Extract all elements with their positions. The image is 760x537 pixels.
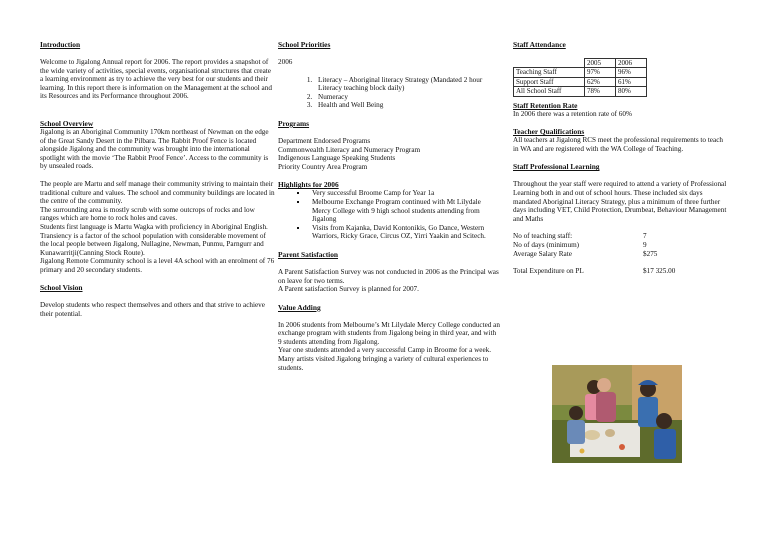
value-adding-paragraph-1: In 2006 students from Melbourne’s Mt Lilydale Mercy College conducted an exchange program with students from Jigalong being in third year, and with 9 students attending from Jigalong. <box>278 320 500 346</box>
teacher-qualifications-text: All teachers at Jigalong RCS meet the professional requirements to teach in WA and are registered with the WA College of Teaching. <box>513 136 723 153</box>
program-item: Priority Country Area Program <box>278 162 368 171</box>
stat-row <box>513 250 728 259</box>
program-item: Commonwealth Literacy and Numeracy Program <box>278 145 421 154</box>
program-item: Indigenous Language Speaking Students <box>278 154 396 163</box>
overview-paragraph-4: Students first language is Martu Wagka with proficiency in Aboriginal English. <box>40 222 268 231</box>
priority-item: 2. Numeracy <box>314 93 500 102</box>
staff-retention-heading: Staff Retention Rate <box>513 100 578 110</box>
highlights-list <box>278 189 500 241</box>
satisfaction-paragraph-1: A Parent Satisfaction Survey was not conducted in 2006 as the Principal was on leave for two terms. <box>278 267 499 285</box>
value-adding-paragraph-3: Many artists visited Jigalong bringing a variety of cultural experiences to students. <box>278 355 489 372</box>
table-cell: 78% <box>585 87 616 96</box>
stat-label: No of days (minimum) <box>513 240 580 249</box>
column-2 <box>278 40 500 372</box>
row-label: Teaching Staff <box>514 68 585 77</box>
highlights-heading: Highlights for 2006 <box>278 180 339 190</box>
table-cell: 61% <box>616 77 647 86</box>
table-cell: 97% <box>585 68 616 77</box>
overview-paragraph-2: The people are Martu and self manage their community striving to maintain their traditional culture and values. The school and community buildings are located in the centre of the community. <box>40 179 275 206</box>
table-cell: 80% <box>616 87 647 96</box>
satisfaction-paragraph-2: A Parent satisfaction Survey is planned for 2007. <box>278 285 419 294</box>
school-overview-heading: School Overview <box>40 118 94 128</box>
stat-value: $275 <box>643 249 658 258</box>
stat-label: No of teaching staff: <box>513 232 573 241</box>
highlight-item: ▪ Very successful Broome Camp for Year 1a <box>308 189 500 198</box>
introduction-text: Welcome to Jigalong Annual report for 2006. The report provides a snapshot of the wide variety of activities, special events, organisational structures that create a learning environment as try to achieve the very best for our students and their learning. In this report there is information on the Management at the school and its Resources and its Performance throughout 2006. <box>40 58 272 101</box>
stat-row <box>513 241 728 250</box>
row-label: Support Staff <box>514 77 585 86</box>
stat-label: Average Salary Rate <box>513 249 572 258</box>
expenditure-label: Total Expenditure on PL <box>513 267 584 276</box>
priorities-year: 2006 <box>278 58 293 66</box>
students-photo <box>552 365 682 463</box>
school-vision-heading: School Vision <box>40 283 83 293</box>
priority-item: 1. Literacy – Aboriginal literacy Strategy (Mandated 2 hour Literacy teaching block daily) <box>314 76 500 93</box>
teacher-qualifications-heading: Teacher Qualifications <box>513 127 585 137</box>
highlight-item: ▪ Visits from Kajanka, David Kontonikis, Go Dance, Western Warriors, Ricky Grace, Circus OZ, Yirri Yaakin and Scitech. <box>308 224 500 241</box>
table-corner-cell <box>514 59 585 68</box>
value-adding-paragraph-2: Year one students attended a very successful Camp in Broome for a week. <box>278 346 492 355</box>
column-1 <box>40 40 275 319</box>
overview-paragraph-5: Transiency is a factor of the school population with considerable movement of the local people between Jigalong, Nullagine, Newman, Punmu, Parngurr and Kunawarritji(Canning Stock Route). <box>40 231 266 257</box>
table-header-row <box>514 59 647 68</box>
column-header: 2006 <box>616 59 647 68</box>
introduction-heading: Introduction <box>40 40 81 49</box>
professional-learning-heading: Staff Professional Learning <box>513 162 600 172</box>
professional-learning-text: Throughout the year staff were required to attend a variety of Professional Learning both in and out of school hours. These included six days mandated Aboriginal Literacy Strategy, plus a minimum of three further days including VET, Child Protection, Drumbeat, Behaviour Management and Maths <box>513 180 727 223</box>
value-adding-heading: Value Adding <box>278 302 321 312</box>
overview-paragraph-1: Jigalong is an Aboriginal Community 170km northeast of Newman on the edge of the Great Sandy Desert in the Pilbara. The Rabbit Proof Fence is located alongside Jigalong and the community was brought into the international spotlight with the movie ‘The Rabbit Proof Fence’. Access to the community is by unsealed roads. <box>40 127 269 171</box>
overview-paragraph-6: Jigalong Remote Community school is a level 4A school with an enrolment of 76 primary and 20 secondary students. <box>40 257 275 274</box>
school-priorities-heading: School Priorities <box>278 40 331 49</box>
priority-item: 3. Health and Well Being <box>314 101 500 110</box>
staff-attendance-table <box>513 58 647 97</box>
stat-row <box>513 232 728 241</box>
highlight-item: ▪ Melbourne Exchange Program continued with Mt Lilydale Mercy College with 9 high school students attending from Jigalong <box>308 198 500 224</box>
row-label: All School Staff <box>514 87 585 96</box>
students-photo-illustration <box>552 365 682 463</box>
priorities-list <box>278 76 500 110</box>
table-cell: 96% <box>616 68 647 77</box>
staff-attendance-heading: Staff Attendance <box>513 40 566 49</box>
parent-satisfaction-heading: Parent Satisfaction <box>278 249 339 259</box>
expenditure-value: $17 325.00 <box>643 267 676 276</box>
table-cell: 62% <box>585 77 616 86</box>
overview-paragraph-3: The surrounding area is mostly scrub with some outcrops of rocks and low ranges which are home to rock holes and caves. <box>40 205 255 223</box>
programs-heading: Programs <box>278 118 310 128</box>
table-row <box>514 68 647 77</box>
expenditure-row <box>513 267 728 276</box>
table-row <box>514 87 647 96</box>
staff-retention-text: In 2006 there was a retention rate of 60% <box>513 109 632 118</box>
table-row <box>514 77 647 86</box>
stat-value: 9 <box>643 240 647 249</box>
program-item: Department Endorsed Programs <box>278 136 371 145</box>
stat-value: 7 <box>643 232 647 241</box>
column-3 <box>513 40 728 276</box>
school-vision-text: Develop students who respect themselves and others and that strive to achieve their potential. <box>40 301 265 319</box>
column-header: 2005 <box>585 59 616 68</box>
